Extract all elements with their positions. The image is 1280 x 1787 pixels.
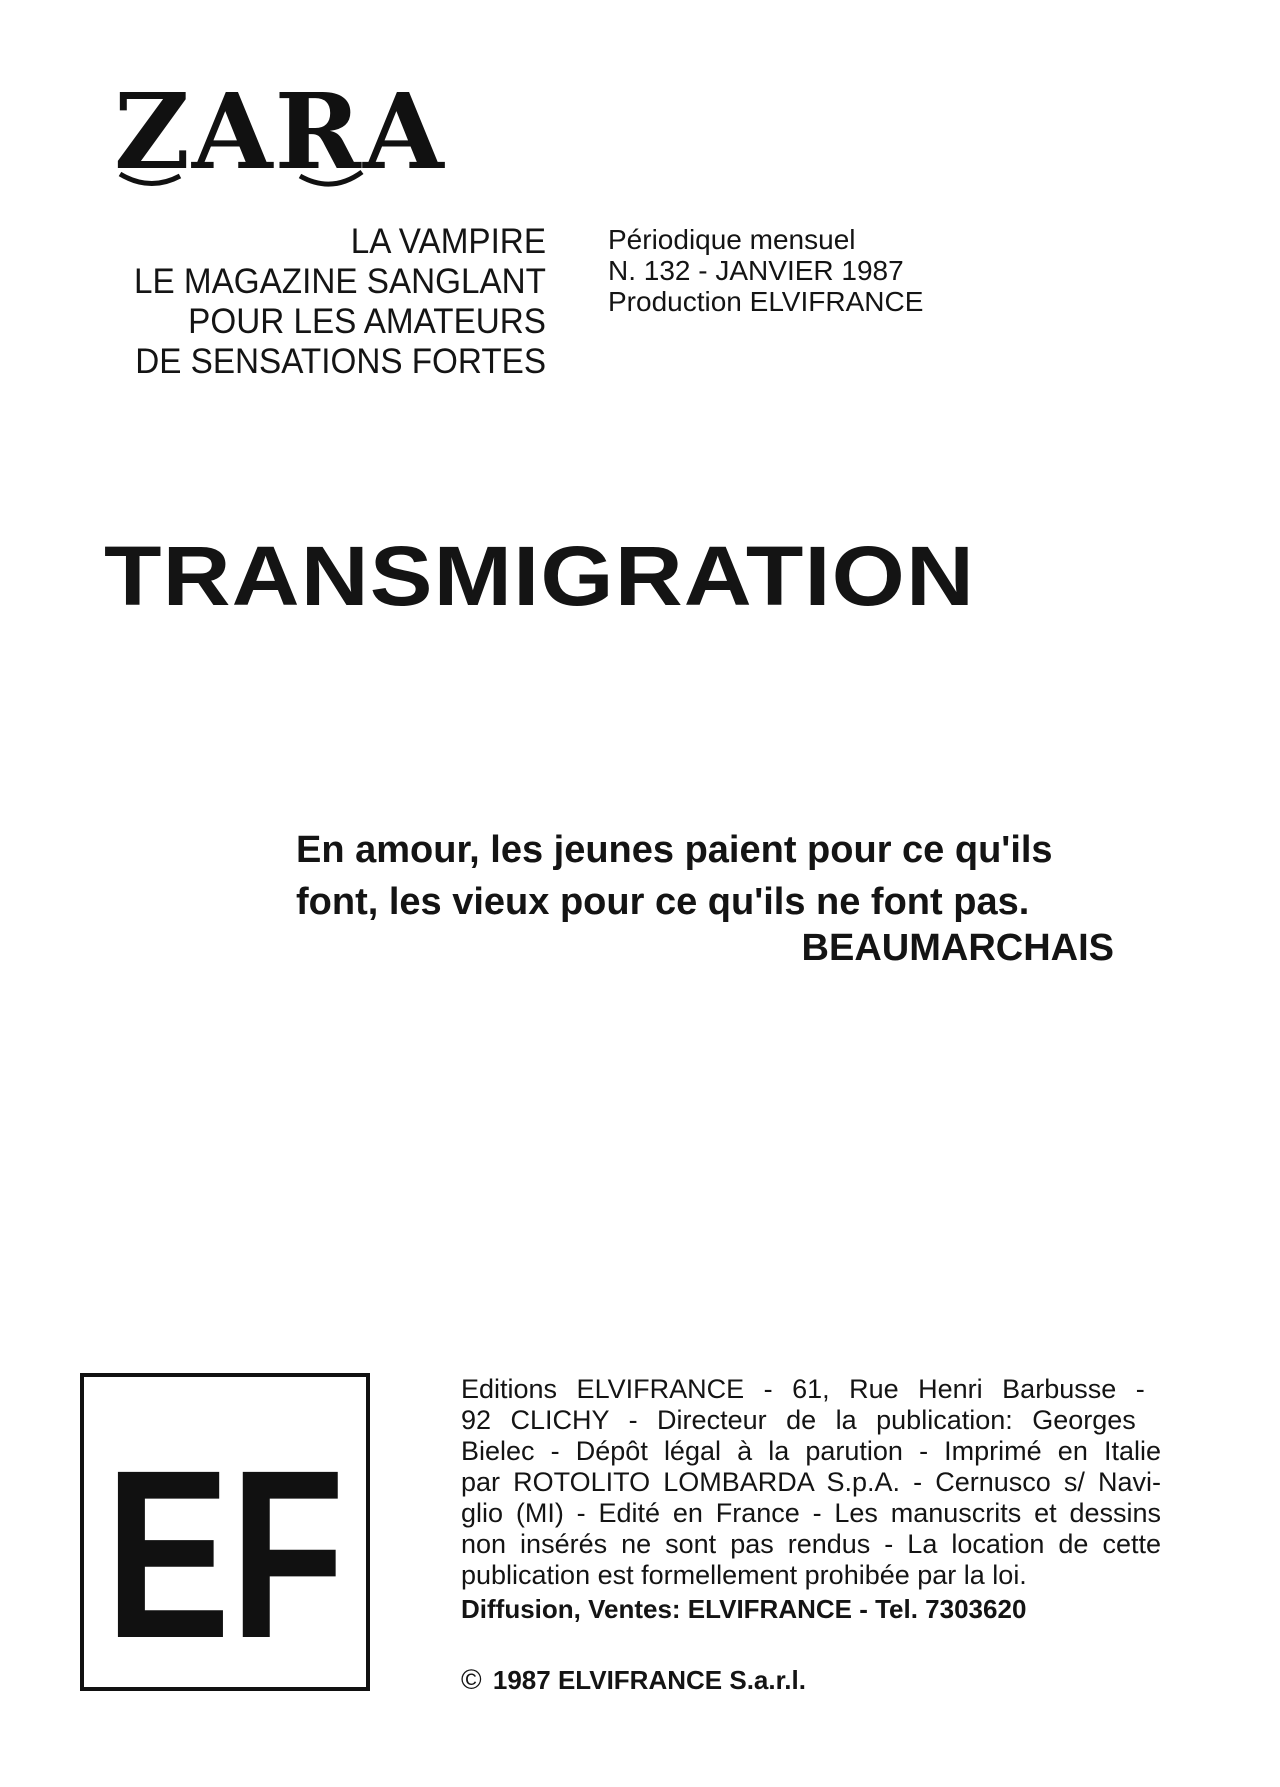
quote-author: BEAUMARCHAIS: [801, 927, 1114, 969]
imprint-block: [461, 1374, 1161, 1591]
imprint-line: [461, 1436, 1161, 1467]
zara-logo-text: ZARA: [114, 70, 446, 193]
quote-line: En amour, les jeunes paient pour ce qu'ils: [296, 829, 1053, 871]
quote-line: font, les vieux pour ce qu'ils ne font pas.: [296, 881, 1030, 923]
pub-info-line: Production ELVIFRANCE: [608, 286, 924, 317]
imprint-line-text: publication est formellement prohibée par la loi.: [461, 1560, 1027, 1590]
tagline-line: LA VAMPIRE: [350, 222, 546, 261]
diffusion-line: Diffusion, Ventes: ELVIFRANCE - Tel. 7303620: [461, 1594, 1027, 1624]
pub-info-line: Périodique mensuel: [608, 224, 856, 255]
imprint-line-text: Editions ELVIFRANCE - 61, Rue Henri Barbusse -: [461, 1374, 1145, 1404]
magazine-tagline: [84, 222, 546, 382]
imprint-line-text: glio (MI) - Edité en France - Les manuscrits et dessins: [461, 1498, 1161, 1528]
imprint-line: [461, 1560, 1161, 1591]
tagline-line: LE MAGAZINE SANGLANT: [133, 262, 546, 301]
imprint-line: [461, 1467, 1161, 1498]
copyright-line: [461, 1664, 806, 1696]
epigraph-quote: [296, 824, 1192, 974]
publisher-logo-text: EF: [105, 1419, 345, 1689]
tagline-line: POUR LES AMATEURS: [188, 302, 546, 341]
imprint-line-text: non insérés ne sont pas rendus - La location de cette: [461, 1529, 1161, 1559]
zara-logo: [110, 64, 446, 196]
publisher-logo-box: [80, 1373, 370, 1691]
imprint-line: [461, 1374, 1161, 1405]
imprint-line-text: 92 CLICHY - Directeur de la publication: Georges: [461, 1405, 1136, 1435]
quote-text: [296, 824, 1192, 928]
imprint-line: [461, 1405, 1161, 1436]
story-title: TRANSMIGRATION: [104, 529, 976, 623]
publication-info: [608, 224, 923, 317]
imprint-line-text: par ROTOLITO LOMBARDA S.p.A. - Cernusco s/ Navi-: [461, 1467, 1161, 1497]
copyright-symbol: ©: [461, 1664, 482, 1695]
imprint-line: [461, 1498, 1161, 1529]
pub-info-line: N. 132 - JANVIER 1987: [608, 255, 904, 286]
copyright-text: 1987 ELVIFRANCE S.a.r.l.: [492, 1665, 806, 1695]
publisher-logo-svg: [84, 1377, 366, 1687]
imprint-line: [461, 1529, 1161, 1560]
tagline-line: DE SENSATIONS FORTES: [135, 342, 546, 381]
imprint-line-text: Bielec - Dépôt légal à la parution - Imprimé en Italie: [461, 1436, 1161, 1466]
